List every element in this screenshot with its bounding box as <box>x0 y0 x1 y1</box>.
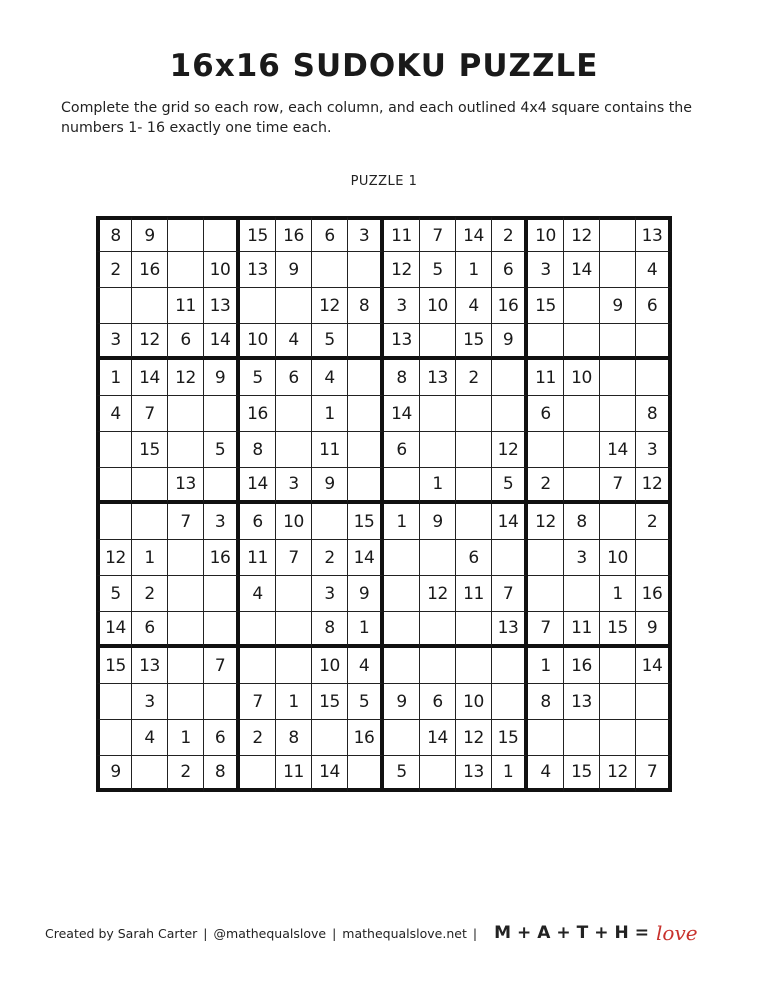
sudoku-cell: 13 <box>492 612 528 648</box>
sudoku-cell: 6 <box>384 432 420 468</box>
sudoku-cell <box>276 288 312 324</box>
sudoku-cell <box>492 396 528 432</box>
sudoku-cell <box>600 720 636 756</box>
sudoku-cell: 6 <box>420 684 456 720</box>
sudoku-cell: 15 <box>240 216 276 252</box>
sudoku-cell: 14 <box>420 720 456 756</box>
logo-equals: = <box>634 923 650 943</box>
sudoku-cell <box>348 468 384 504</box>
sudoku-cell: 13 <box>456 756 492 792</box>
sudoku-cell: 1 <box>96 360 132 396</box>
logo-letter: M <box>494 923 511 943</box>
sudoku-cell <box>96 504 132 540</box>
sudoku-cell: 2 <box>636 504 672 540</box>
sudoku-cell <box>528 432 564 468</box>
sudoku-cell <box>168 648 204 684</box>
logo-plus: + <box>517 923 532 943</box>
sudoku-cell: 5 <box>312 324 348 360</box>
sudoku-cell <box>168 432 204 468</box>
sudoku-cell: 12 <box>312 288 348 324</box>
sudoku-cell <box>564 432 600 468</box>
sudoku-cell: 11 <box>384 216 420 252</box>
sudoku-cell <box>204 216 240 252</box>
sudoku-cell <box>456 648 492 684</box>
sudoku-cell: 16 <box>204 540 240 576</box>
instructions: Complete the grid so each row, each column, and each outlined 4x4 square contains the numbers 1- 16 exactly one time each. <box>61 100 693 136</box>
sudoku-cell <box>132 288 168 324</box>
sudoku-cell <box>528 720 564 756</box>
sudoku-cell: 6 <box>636 288 672 324</box>
sudoku-cell: 4 <box>276 324 312 360</box>
sudoku-cell: 4 <box>240 576 276 612</box>
sudoku-cell: 7 <box>204 648 240 684</box>
sudoku-cell <box>420 612 456 648</box>
sudoku-cell <box>204 612 240 648</box>
sudoku-cell: 1 <box>420 468 456 504</box>
sudoku-cell: 1 <box>276 684 312 720</box>
sudoku-cell: 8 <box>276 720 312 756</box>
sudoku-cell: 15 <box>312 684 348 720</box>
sudoku-cell: 3 <box>528 252 564 288</box>
sudoku-cell <box>276 612 312 648</box>
sudoku-cell: 6 <box>240 504 276 540</box>
puzzle-label: PUZZLE 1 <box>350 174 418 189</box>
sudoku-cell: 9 <box>600 288 636 324</box>
sudoku-cell: 2 <box>492 216 528 252</box>
sudoku-cell <box>96 684 132 720</box>
sudoku-cell: 10 <box>312 648 348 684</box>
sudoku-cell: 3 <box>312 576 348 612</box>
sudoku-cell: 13 <box>204 288 240 324</box>
footer-website: mathequalslove.net <box>342 925 467 941</box>
sudoku-cell <box>312 720 348 756</box>
sudoku-cell <box>384 468 420 504</box>
sudoku-cell: 9 <box>96 756 132 792</box>
sudoku-cell: 4 <box>132 720 168 756</box>
sudoku-cell: 1 <box>384 504 420 540</box>
sudoku-cell <box>132 468 168 504</box>
sudoku-cell <box>240 648 276 684</box>
sudoku-cell: 6 <box>456 540 492 576</box>
sudoku-cell: 6 <box>276 360 312 396</box>
sudoku-cell <box>276 648 312 684</box>
sudoku-cell: 2 <box>312 540 348 576</box>
sudoku-cell <box>384 540 420 576</box>
sudoku-cell: 1 <box>348 612 384 648</box>
sudoku-cell <box>600 252 636 288</box>
sudoku-cell: 5 <box>240 360 276 396</box>
sudoku-cell: 5 <box>348 684 384 720</box>
sudoku-cell <box>600 396 636 432</box>
sudoku-cell <box>492 648 528 684</box>
sudoku-cell: 15 <box>96 648 132 684</box>
sudoku-cell <box>636 684 672 720</box>
sudoku-cell: 13 <box>420 360 456 396</box>
sudoku-cell <box>456 504 492 540</box>
sudoku-cell: 3 <box>204 504 240 540</box>
sudoku-cell: 14 <box>384 396 420 432</box>
sudoku-cell <box>132 504 168 540</box>
sudoku-cell: 7 <box>636 756 672 792</box>
sudoku-cell: 11 <box>456 576 492 612</box>
sudoku-cell: 10 <box>420 288 456 324</box>
sudoku-cell: 15 <box>564 756 600 792</box>
sudoku-cell <box>240 288 276 324</box>
sudoku-cell: 7 <box>492 576 528 612</box>
sudoku-cell: 8 <box>384 360 420 396</box>
sudoku-cell: 16 <box>492 288 528 324</box>
sudoku-cell: 4 <box>456 288 492 324</box>
sudoku-cell <box>528 324 564 360</box>
sudoku-cell: 9 <box>312 468 348 504</box>
sudoku-cell: 8 <box>96 216 132 252</box>
sudoku-cell: 11 <box>312 432 348 468</box>
sudoku-cell: 9 <box>492 324 528 360</box>
logo-letter: H <box>614 923 629 943</box>
sudoku-cell <box>384 720 420 756</box>
sudoku-cell <box>204 576 240 612</box>
sudoku-cell: 13 <box>636 216 672 252</box>
sudoku-cell: 3 <box>132 684 168 720</box>
sudoku-cell: 5 <box>204 432 240 468</box>
sudoku-cell: 12 <box>492 432 528 468</box>
sudoku-cell <box>348 432 384 468</box>
sudoku-cell <box>600 360 636 396</box>
sudoku-cell <box>636 540 672 576</box>
sudoku-cell <box>312 252 348 288</box>
sudoku-cell: 12 <box>456 720 492 756</box>
sudoku-cell <box>168 252 204 288</box>
sudoku-cell: 16 <box>636 576 672 612</box>
sudoku-cell: 16 <box>132 252 168 288</box>
sudoku-cell: 1 <box>492 756 528 792</box>
sudoku-cell <box>564 576 600 612</box>
sudoku-cell: 14 <box>492 504 528 540</box>
sudoku-cell: 7 <box>240 684 276 720</box>
sudoku-cell: 1 <box>168 720 204 756</box>
footer-separator: | <box>472 925 478 941</box>
sudoku-cell: 6 <box>528 396 564 432</box>
sudoku-cell: 7 <box>276 540 312 576</box>
sudoku-cell: 14 <box>456 216 492 252</box>
sudoku-cell: 1 <box>132 540 168 576</box>
logo-letter: T <box>576 923 589 943</box>
sudoku-cell: 4 <box>528 756 564 792</box>
sudoku-cell: 1 <box>528 648 564 684</box>
sudoku-cell <box>96 468 132 504</box>
sudoku-cell <box>204 396 240 432</box>
sudoku-cell <box>348 252 384 288</box>
sudoku-cell: 13 <box>132 648 168 684</box>
sudoku-grid <box>96 216 672 792</box>
sudoku-cell: 12 <box>384 252 420 288</box>
sudoku-cell: 4 <box>348 648 384 684</box>
sudoku-cell: 7 <box>420 216 456 252</box>
sudoku-cell: 12 <box>420 576 456 612</box>
sudoku-cell: 15 <box>132 432 168 468</box>
sudoku-cell: 8 <box>636 396 672 432</box>
sudoku-cell <box>96 432 132 468</box>
sudoku-cell: 13 <box>384 324 420 360</box>
sudoku-cell: 6 <box>168 324 204 360</box>
sudoku-cell: 14 <box>564 252 600 288</box>
sudoku-cell <box>600 216 636 252</box>
sudoku-cell: 4 <box>636 252 672 288</box>
footer-separator: | <box>332 925 337 941</box>
sudoku-cell: 2 <box>132 576 168 612</box>
sudoku-cell: 13 <box>564 684 600 720</box>
sudoku-cell: 9 <box>384 684 420 720</box>
sudoku-cell <box>420 540 456 576</box>
sudoku-cell: 13 <box>240 252 276 288</box>
sudoku-cell: 10 <box>240 324 276 360</box>
sudoku-cell <box>600 684 636 720</box>
sudoku-cell <box>600 648 636 684</box>
sudoku-cell <box>168 576 204 612</box>
sudoku-cell <box>384 648 420 684</box>
sudoku-cell: 1 <box>312 396 348 432</box>
sudoku-cell: 16 <box>348 720 384 756</box>
sudoku-cell <box>384 576 420 612</box>
sudoku-cell <box>276 432 312 468</box>
sudoku-cell: 14 <box>636 648 672 684</box>
sudoku-cell: 12 <box>636 468 672 504</box>
sudoku-cell: 9 <box>132 216 168 252</box>
sudoku-cell: 9 <box>276 252 312 288</box>
sudoku-cell: 12 <box>132 324 168 360</box>
footer <box>45 921 701 945</box>
sudoku-cell: 10 <box>276 504 312 540</box>
logo-plus: + <box>556 923 571 943</box>
sudoku-cell: 8 <box>348 288 384 324</box>
sudoku-cell: 11 <box>564 612 600 648</box>
sudoku-cell: 14 <box>240 468 276 504</box>
sudoku-cell: 16 <box>276 216 312 252</box>
sudoku-cell: 15 <box>492 720 528 756</box>
sudoku-cell <box>564 396 600 432</box>
logo-plus: + <box>594 923 609 943</box>
sudoku-cell: 6 <box>204 720 240 756</box>
sudoku-cell: 5 <box>420 252 456 288</box>
sudoku-cell <box>564 288 600 324</box>
sudoku-cell: 2 <box>96 252 132 288</box>
sudoku-cell: 8 <box>528 684 564 720</box>
sudoku-cell <box>348 360 384 396</box>
sudoku-cell <box>564 720 600 756</box>
sudoku-cell: 5 <box>96 576 132 612</box>
sudoku-cell: 6 <box>312 216 348 252</box>
sudoku-cell: 14 <box>600 432 636 468</box>
footer-credit: Created by Sarah Carter <box>45 925 198 941</box>
sudoku-cell: 3 <box>348 216 384 252</box>
sudoku-cell: 4 <box>312 360 348 396</box>
sudoku-cell: 2 <box>240 720 276 756</box>
sudoku-cell <box>348 756 384 792</box>
sudoku-cell <box>600 324 636 360</box>
sudoku-cell <box>420 432 456 468</box>
sudoku-cell: 11 <box>240 540 276 576</box>
sudoku-cell <box>528 576 564 612</box>
sudoku-cell <box>456 432 492 468</box>
sudoku-cell: 3 <box>564 540 600 576</box>
sudoku-cell <box>240 612 276 648</box>
sudoku-cell: 9 <box>348 576 384 612</box>
sudoku-cell <box>168 396 204 432</box>
sudoku-cell: 1 <box>600 576 636 612</box>
sudoku-cell <box>96 720 132 756</box>
sudoku-cell <box>168 540 204 576</box>
sudoku-cell <box>348 324 384 360</box>
footer-handle: @mathequalslove <box>213 925 327 941</box>
sudoku-cell: 5 <box>492 468 528 504</box>
sudoku-cell: 7 <box>168 504 204 540</box>
logo-letter: A <box>537 923 551 943</box>
sudoku-cell: 8 <box>204 756 240 792</box>
sudoku-cell <box>96 288 132 324</box>
sudoku-cell: 2 <box>528 468 564 504</box>
sudoku-cell: 3 <box>636 432 672 468</box>
sudoku-cell: 15 <box>600 612 636 648</box>
sudoku-cell <box>348 396 384 432</box>
sudoku-cell <box>420 756 456 792</box>
sudoku-cell: 11 <box>528 360 564 396</box>
sudoku-cell: 4 <box>96 396 132 432</box>
sudoku-cell <box>600 504 636 540</box>
sudoku-cell <box>168 684 204 720</box>
sudoku-cell: 15 <box>456 324 492 360</box>
sudoku-cell <box>456 612 492 648</box>
sudoku-cell: 2 <box>168 756 204 792</box>
sudoku-cell: 6 <box>492 252 528 288</box>
sudoku-cell: 9 <box>636 612 672 648</box>
sudoku-cell: 3 <box>384 288 420 324</box>
sudoku-cell <box>564 324 600 360</box>
sudoku-cell <box>276 396 312 432</box>
sudoku-cell <box>636 720 672 756</box>
sudoku-cell: 3 <box>96 324 132 360</box>
sudoku-cell: 12 <box>168 360 204 396</box>
sudoku-cell <box>492 540 528 576</box>
sudoku-cell: 8 <box>240 432 276 468</box>
sudoku-cell: 12 <box>600 756 636 792</box>
sudoku-cell: 10 <box>600 540 636 576</box>
sudoku-cell: 1 <box>456 252 492 288</box>
sudoku-cell: 12 <box>96 540 132 576</box>
sudoku-cell: 16 <box>240 396 276 432</box>
sudoku-cell <box>384 612 420 648</box>
sudoku-cell <box>312 504 348 540</box>
sudoku-cell: 10 <box>456 684 492 720</box>
sudoku-cell <box>240 756 276 792</box>
sudoku-cell: 15 <box>528 288 564 324</box>
sudoku-cell: 15 <box>348 504 384 540</box>
page-title: 16x16 SUDOKU PUZZLE <box>169 48 599 84</box>
sudoku-cell <box>528 540 564 576</box>
sudoku-cell: 10 <box>528 216 564 252</box>
sudoku-cell <box>564 468 600 504</box>
sudoku-cell <box>636 360 672 396</box>
sudoku-cell: 6 <box>132 612 168 648</box>
sudoku-cell: 11 <box>276 756 312 792</box>
sudoku-cell <box>168 216 204 252</box>
logo-love-script: love <box>656 921 698 945</box>
sudoku-cell: 14 <box>348 540 384 576</box>
sudoku-cell: 8 <box>312 612 348 648</box>
sudoku-cell: 3 <box>276 468 312 504</box>
sudoku-cell <box>492 684 528 720</box>
sudoku-cell: 7 <box>132 396 168 432</box>
sudoku-cell: 14 <box>312 756 348 792</box>
sudoku-cell <box>456 468 492 504</box>
sudoku-cell <box>132 756 168 792</box>
sudoku-cell <box>204 684 240 720</box>
sudoku-cell: 2 <box>456 360 492 396</box>
footer-separator: | <box>203 925 208 941</box>
sudoku-cell <box>420 648 456 684</box>
sudoku-cell <box>420 324 456 360</box>
sudoku-cell: 8 <box>564 504 600 540</box>
sudoku-cell: 7 <box>528 612 564 648</box>
sudoku-cell <box>204 468 240 504</box>
sudoku-cell <box>276 576 312 612</box>
sudoku-cell: 9 <box>420 504 456 540</box>
sudoku-cell <box>420 396 456 432</box>
sudoku-cell <box>636 324 672 360</box>
sudoku-cell <box>456 396 492 432</box>
sudoku-cell: 16 <box>564 648 600 684</box>
sudoku-cell: 14 <box>204 324 240 360</box>
math-equals-love-logo <box>491 921 701 945</box>
sudoku-cell: 12 <box>528 504 564 540</box>
sudoku-cell: 11 <box>168 288 204 324</box>
sudoku-cell: 12 <box>564 216 600 252</box>
sudoku-cell: 9 <box>204 360 240 396</box>
sudoku-cell <box>168 612 204 648</box>
sudoku-cell: 14 <box>96 612 132 648</box>
sudoku-cell: 10 <box>204 252 240 288</box>
sudoku-cell <box>492 360 528 396</box>
sudoku-cell: 10 <box>564 360 600 396</box>
sudoku-cell: 13 <box>168 468 204 504</box>
sudoku-cell: 5 <box>384 756 420 792</box>
sudoku-cell: 14 <box>132 360 168 396</box>
sudoku-cell: 7 <box>600 468 636 504</box>
